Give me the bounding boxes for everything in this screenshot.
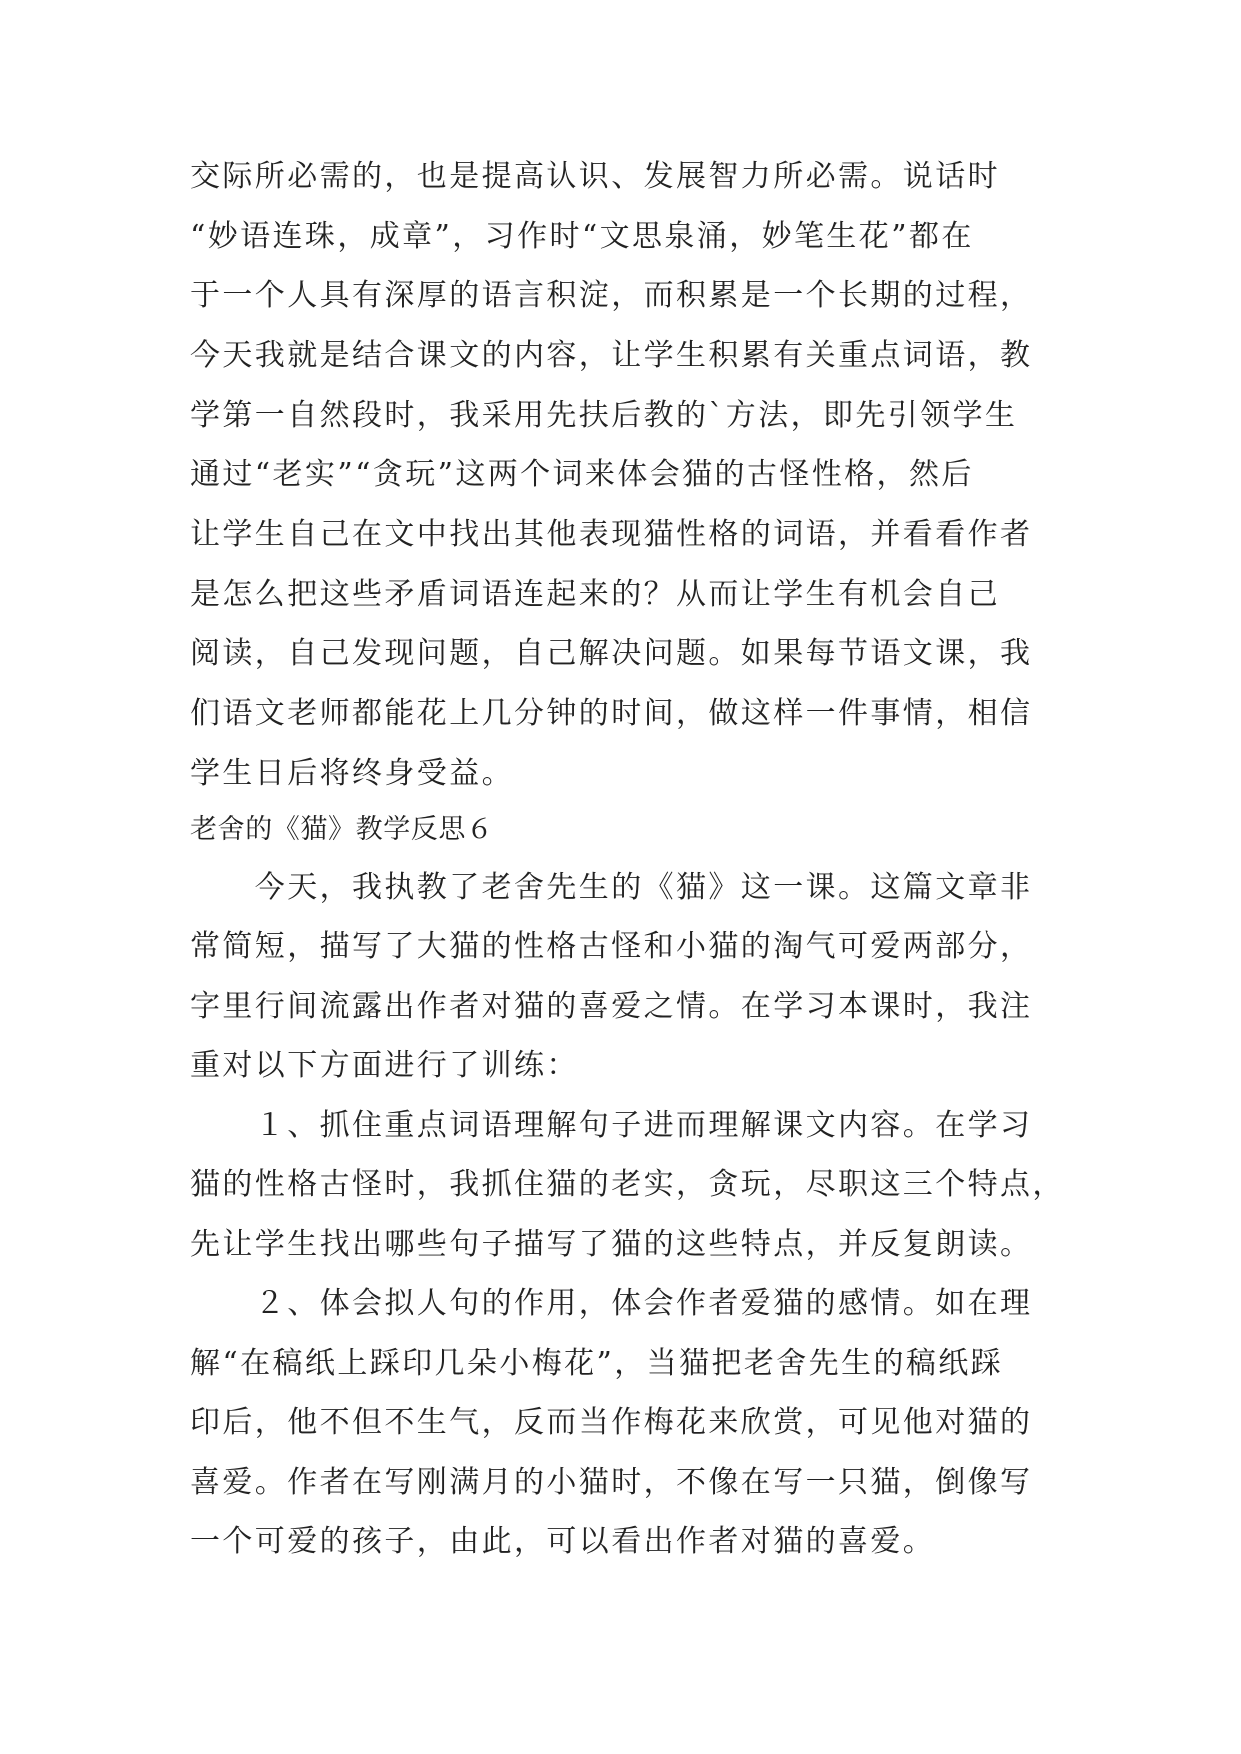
text-line: 今天，我执教了老舍先生的《猫》这一课。这篇文章非 — [190, 870, 1033, 905]
text-line: 让学生自己在文中找出其他表现猫性格的词语，并看看作者 — [190, 517, 1033, 552]
text-line: 交际所必需的，也是提高认识、发展智力所必需。说话时 — [190, 159, 1000, 194]
text-line: 今天我就是结合课文的内容，让学生积累有关重点词语，教 — [190, 338, 1033, 373]
section-heading: 老舍的《猫》教学反思６ — [190, 814, 494, 845]
text-line: 重对以下方面进行了训练： — [190, 1048, 579, 1083]
text-line: 喜爱。作者在写刚满月的小猫时，不像在写一只猫，倒像写 — [190, 1465, 1033, 1500]
text-line: 通过“老实”“贪玩”这两个词来体会猫的古怪性格，然后 — [190, 457, 974, 492]
text-line: 印后，他不但不生气，反而当作梅花来欣赏，可见他对猫的 — [190, 1405, 1033, 1440]
text-line: 一个可爱的孩子，由此，可以看出作者对猫的喜爱。 — [190, 1524, 936, 1559]
text-line: 阅读，自己发现问题，自己解决问题。如果每节语文课，我 — [190, 636, 1033, 671]
text-line: “妙语连珠，成章”，习作时“文思泉涌，妙笔生花”都在 — [190, 219, 974, 254]
text-line: １、抓住重点词语理解句子进而理解课文内容。在学习 — [190, 1108, 1033, 1143]
text-line: 们语文老师都能花上几分钟的时间，做这样一件事情，相信 — [190, 696, 1033, 731]
text-line: 猫的性格古怪时，我抓住猫的老实，贪玩，尽职这三个特点， — [190, 1167, 1065, 1202]
text-line: 先让学生找出哪些句子描写了猫的这些特点，并反复朗读。 — [190, 1227, 1033, 1262]
text-line: 字里行间流露出作者对猫的喜爱之情。在学习本课时，我注 — [190, 989, 1033, 1024]
text-line: 是怎么把这些矛盾词语连起来的？从而让学生有机会自己 — [190, 577, 1000, 612]
text-line: 于一个人具有深厚的语言积淀，而积累是一个长期的过程， — [190, 278, 1033, 313]
text-line: 学第一自然段时，我采用先扶后教的`方法，即先引领学生 — [190, 398, 1018, 433]
text-line: 常简短，描写了大猫的性格古怪和小猫的淘气可爱两部分， — [190, 929, 1033, 964]
text-line: 解“在稿纸上踩印几朵小梅花”，当猫把老舍先生的稿纸踩 — [190, 1346, 1004, 1381]
text-line: 学生日后将终身受益。 — [190, 756, 514, 791]
text-line: ２、体会拟人句的作用，体会作者爱猫的感情。如在理 — [190, 1286, 1033, 1321]
